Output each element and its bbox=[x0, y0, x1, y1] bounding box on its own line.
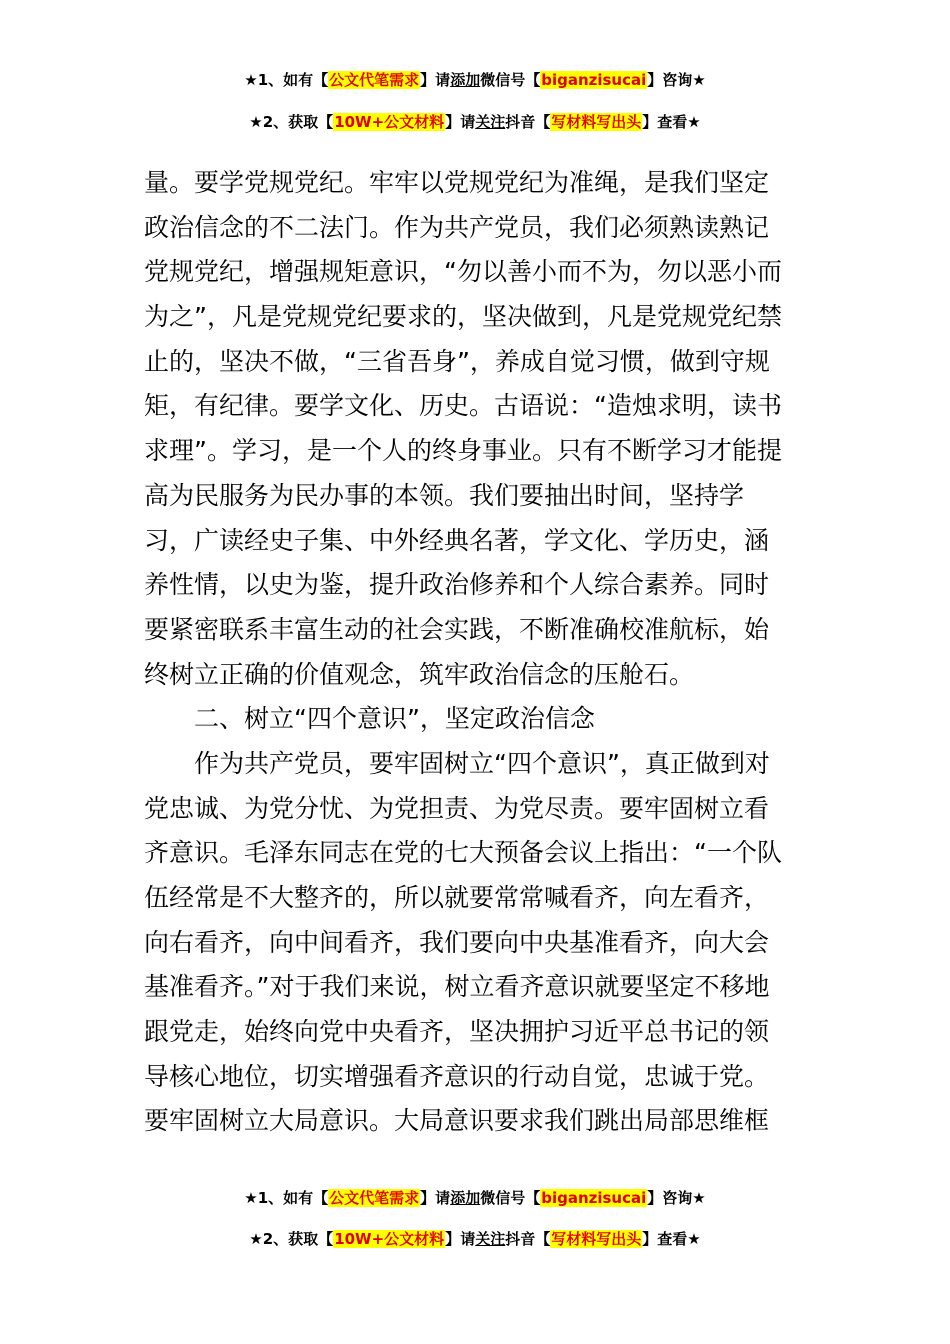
promo-emphasis: 添加 bbox=[450, 1189, 481, 1207]
promo-text: 】请 bbox=[445, 1230, 476, 1248]
promo-prefix: ★1、如有【 bbox=[244, 1189, 329, 1207]
promo-text: 抖音【 bbox=[505, 1230, 551, 1248]
section-heading: 二、树立“四个意识”，坚定政治信念 bbox=[194, 704, 595, 734]
body-line: 伍经常是不大整齐的，所以就要常常喊看齐，向左看齐， bbox=[144, 883, 770, 912]
promo-wechat-id: biganzisucai bbox=[541, 1189, 647, 1207]
body-line: 止的，坚决不做，“三省吾身”，养成自觉习惯，做到守规 bbox=[144, 346, 770, 376]
promo-text: 】请 bbox=[420, 1189, 451, 1207]
document-body bbox=[144, 161, 808, 1144]
body-line: 要紧密联系丰富生动的社会实践，不断准确校准航标，始 bbox=[144, 614, 770, 644]
promo-emphasis: 关注 bbox=[475, 1230, 506, 1248]
body-line: 为之”，凡是党规党纪要求的，坚决做到，凡是党规党纪禁 bbox=[144, 302, 782, 332]
body-line: 终树立正确的价值观念，筑牢政治信念的压舱石。 bbox=[144, 659, 695, 689]
body-line: 跟党走，始终向党中央看齐，坚决拥护习近平总书记的领 bbox=[144, 1017, 770, 1047]
promo-text: 微信号【 bbox=[480, 71, 541, 89]
promo-text: 】请 bbox=[445, 113, 476, 131]
body-line: 政治信念的不二法门。作为共产党员，我们必须熟读熟记 bbox=[144, 212, 770, 242]
body-line: 基准看齐。”对于我们来说，树立看齐意识就要坚定不移地 bbox=[144, 972, 770, 1002]
promo-suffix: 】查看★ bbox=[642, 1230, 701, 1248]
promo-prefix: ★2、获取【 bbox=[249, 1230, 334, 1248]
body-line: 养性情，以史为鉴，提升政治修养和个人综合素养。同时 bbox=[144, 570, 770, 600]
body-line: 齐意识。毛泽东同志在党的七大预备会议上指出：“一个队 bbox=[144, 838, 782, 868]
body-line: 向右看齐，向中间看齐，我们要向中央基准看齐，向大会 bbox=[144, 927, 770, 957]
promo-suffix: 】咨询★ bbox=[647, 1189, 706, 1207]
body-line: 量。要学党规党纪。牢牢以党规党纪为准绳，是我们坚定 bbox=[144, 168, 770, 197]
body-line: 党规党纪，增强规矩意识，“勿以善小而不为，勿以恶小而 bbox=[144, 257, 782, 287]
promo-wechat-id: biganzisucai bbox=[541, 71, 647, 89]
promo-text: 抖音【 bbox=[505, 113, 551, 131]
promo-suffix: 】咨询★ bbox=[647, 71, 706, 89]
body-line: 高为民服务为民办事的本领。我们要抽出时间，坚持学 bbox=[144, 480, 745, 510]
promo-emphasis: 添加 bbox=[450, 71, 481, 89]
promo-douyin-account: 写材料写出头 bbox=[551, 1230, 642, 1248]
paragraph-first-line: 作为共产党员，要牢固树立“四个意识”，真正做到对 bbox=[194, 748, 770, 778]
header-promo-line-1 bbox=[0, 68, 950, 92]
promo-highlight: 10W+公文材料 bbox=[334, 1230, 445, 1248]
promo-prefix: ★2、获取【 bbox=[249, 113, 334, 131]
promo-douyin-account: 写材料写出头 bbox=[551, 113, 642, 131]
promo-emphasis: 关注 bbox=[475, 113, 506, 131]
body-line: 矩，有纪律。要学文化、历史。古语说：“造烛求明，读书 bbox=[144, 391, 782, 421]
body-line: 求理”。学习，是一个人的终身事业。只有不断学习才能提 bbox=[144, 436, 782, 466]
footer-promo-line-1 bbox=[0, 1186, 950, 1210]
promo-highlight: 公文代笔需求 bbox=[329, 1189, 420, 1207]
footer-promo-line-2 bbox=[0, 1227, 950, 1251]
body-line: 导核心地位，切实增强看齐意识的行动自觉，忠诚于党。 bbox=[144, 1061, 770, 1091]
promo-prefix: ★1、如有【 bbox=[244, 71, 329, 89]
body-line: 习，广读经史子集、中外经典名著，学文化、学历史，涵 bbox=[144, 525, 770, 555]
body-line: 要牢固树立大局意识。大局意识要求我们跳出局部思维框 bbox=[144, 1106, 770, 1136]
promo-text: 】请 bbox=[420, 71, 451, 89]
promo-text: 微信号【 bbox=[480, 1189, 541, 1207]
promo-highlight: 公文代笔需求 bbox=[329, 71, 420, 89]
header-promo-line-2 bbox=[0, 110, 950, 134]
promo-highlight: 10W+公文材料 bbox=[334, 113, 445, 131]
promo-suffix: 】查看★ bbox=[642, 113, 701, 131]
body-line: 党忠诚、为党分忧、为党担责、为党尽责。要牢固树立看 bbox=[144, 793, 770, 823]
